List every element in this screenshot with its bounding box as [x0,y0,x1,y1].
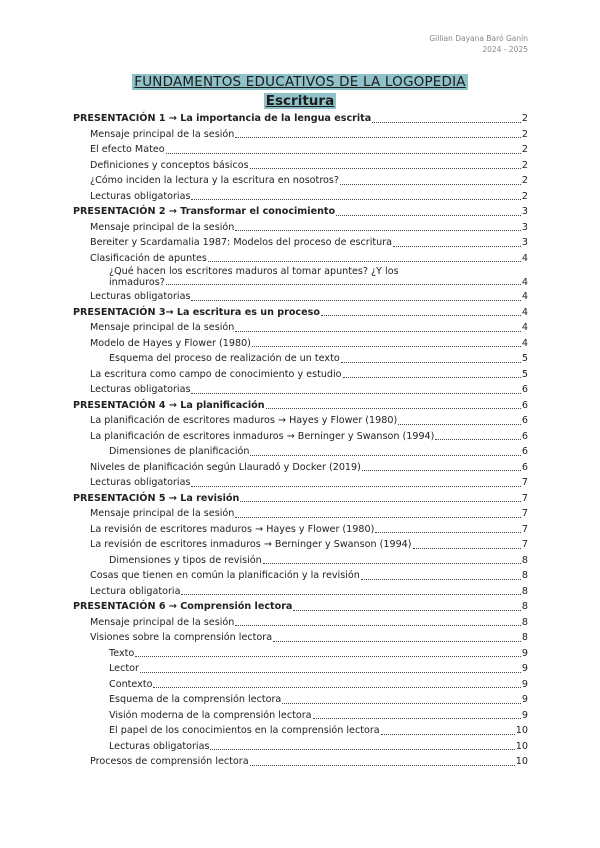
toc-entry-text: Cosas que tienen en común la planificación y la revisión [90,570,360,581]
toc-page-number: 6 [521,384,528,395]
dot-leader [240,501,521,502]
toc-page-number: 4 [521,306,528,318]
toc-entry[interactable] [73,320,528,336]
toc-entry-text: Lector [109,663,139,674]
toc-entry[interactable] [73,413,528,429]
toc-page-number: 8 [521,632,528,643]
toc-entry-text: El papel de los conocimientos en la comprensión lectora [109,725,380,736]
toc-entry-text: Bereiter y Scardamalia 1987: Modelos del proceso de escritura [90,237,393,248]
toc-entry-text: Niveles de planificación según Llauradó y Docker (2019) [90,461,361,473]
dot-leader [235,137,521,138]
toc-page-number: 2 [521,144,528,155]
toc-entry[interactable] [73,677,528,693]
toc-entry[interactable] [73,522,528,538]
toc-page-number: 8 [521,585,528,597]
toc-entry-text: La revisión de escritores maduros → Hayes y Flower (1980) [90,523,375,535]
toc-page-number: 8 [521,616,528,628]
toc-entry[interactable] [73,127,528,143]
title-main: FUNDAMENTOS EDUCATIVOS DE LA LOGOPEDIA [134,74,466,90]
toc-page-number: 7 [521,539,528,550]
toc-entry-text: Mensaje principal de la sesión [90,128,235,140]
dot-leader [381,734,515,735]
toc-page-number: 10 [515,740,528,752]
dot-leader [166,153,521,154]
toc-entry[interactable] [73,692,528,708]
toc-entry-text: El efecto Mateo [90,144,165,155]
dot-leader [153,687,520,688]
toc-page-number: 10 [515,756,528,767]
toc-page-number: 6 [521,446,528,457]
toc-entry-text: La revisión de escritores inmaduros → Berninger y Swanson (1994) [90,539,412,550]
dot-leader [235,230,521,231]
toc-section-heading[interactable] [73,491,528,507]
dot-leader [361,579,521,580]
toc-entry-text: PRESENTACIÓN 3→ La escritura es un proceso [73,306,320,318]
toc-page-number: 3 [521,221,528,233]
toc-entry[interactable] [73,142,528,158]
toc-entry[interactable] [73,537,528,553]
toc-page-number: 4 [521,277,528,288]
toc-page-number: 5 [521,353,528,364]
toc-entry[interactable] [73,460,528,476]
toc-page-number: 9 [521,709,528,721]
dot-leader [135,656,521,657]
toc-entry[interactable] [73,506,528,522]
toc-page-number: 7 [521,477,528,488]
dot-leader [293,610,520,611]
toc-entry-text: Mensaje principal de la sesión [90,322,235,333]
toc-entry-text: La planificación de escritores maduros → Hayes y Flower (1980) [90,415,398,426]
toc-entry[interactable] [73,220,528,236]
document-header [429,33,528,55]
dot-leader [181,594,520,595]
toc-section-heading[interactable] [73,111,528,127]
dot-leader [398,424,521,425]
toc-entry-text: Modelo de Hayes y Flower (1980) [90,337,251,349]
author-name: Gillian Dayana Baró Ganín [429,34,528,43]
dot-leader [372,122,521,123]
toc-page-number: 5 [521,368,528,380]
toc-entry-text: Visión moderna de la comprensión lectora [109,709,312,721]
dot-leader [393,246,521,247]
toc-page-number: 8 [521,554,528,566]
toc-page-number: 6 [521,461,528,473]
toc-entry-text: Lecturas obligatorias [90,384,191,395]
toc-entry[interactable] [73,173,528,189]
toc-page-number: 4 [521,291,528,302]
toc-entry[interactable] [73,251,528,267]
toc-entry[interactable] [73,351,528,367]
dot-leader [250,455,520,456]
toc-entry-text: PRESENTACIÓN 6 → Comprensión lectora [73,601,293,612]
toc-entry-text: Procesos de comprensión lectora [90,756,249,767]
toc-page-number: 9 [521,647,528,659]
toc-entry-text: Contexto [109,678,153,690]
toc-entry-text: PRESENTACIÓN 4 → La planificación [73,399,265,411]
toc-entry-text: Lecturas obligatorias [90,190,191,202]
toc-page-number: 9 [521,694,528,705]
toc-entry-text-continued: inmaduros? [109,277,165,288]
toc-entry-text: La escritura como campo de conocimiento y estudio [90,368,342,380]
toc-entry-text: Visiones sobre la comprensión lectora [90,632,273,643]
toc-entry-text: Dimensiones de planificación [109,446,250,457]
toc-page-number: 2 [521,190,528,202]
dot-leader [340,184,521,185]
dot-leader [235,331,521,332]
dot-leader [208,261,521,262]
toc-page-number: 6 [521,399,528,411]
toc-page-number: 4 [521,252,528,264]
toc-entry-text: Clasificación de apuntes [90,252,207,264]
toc-entry[interactable] [73,568,528,584]
toc-entry-text: Mensaje principal de la sesión [90,616,235,628]
dot-leader [250,765,515,766]
dot-leader [362,470,521,471]
toc-entry-text: Lectura obligatoria [90,585,181,597]
toc-entry-text: Lecturas obligatorias [90,291,191,302]
toc-entry-text: PRESENTACIÓN 1 → La importancia de la lengua escrita [73,113,372,124]
dot-leader [313,718,521,719]
toc-section-heading[interactable] [73,398,528,414]
toc-page-number: 3 [521,237,528,248]
toc-entry-text: PRESENTACIÓN 2 → Transformar el conocimiento [73,206,336,217]
toc-page-number: 4 [521,337,528,349]
toc-entry-text: Lecturas obligatorias [109,740,210,752]
toc-page-number: 10 [515,725,528,736]
toc-section-heading[interactable] [73,204,528,220]
toc-page-number: 4 [521,322,528,333]
dot-leader [210,749,514,750]
toc-entry-text: Esquema del proceso de realización de un texto [109,353,340,364]
toc-entry[interactable] [73,661,528,677]
toc-entry[interactable] [73,158,528,174]
dot-leader [250,168,521,169]
dot-leader [435,439,520,440]
toc-entry-text: Definiciones y conceptos básicos [90,159,249,171]
toc-entry-text: ¿Cómo inciden la lectura y la escritura en nosotros? [90,175,340,186]
toc-entry[interactable] [73,615,528,631]
toc-entry-text: PRESENTACIÓN 5 → La revisión [73,492,240,504]
toc-entry[interactable] [73,289,528,305]
toc-page-number: 2 [521,175,528,186]
toc-page-number: 8 [521,601,528,612]
table-of-contents [73,111,528,770]
toc-entry[interactable] [73,189,528,205]
toc-page-number: 8 [521,570,528,581]
dot-leader [191,486,520,487]
toc-entry[interactable] [73,475,528,491]
toc-page-number: 2 [521,113,528,124]
toc-entry[interactable] [73,382,528,398]
toc-page-number: 9 [521,663,528,674]
toc-entry[interactable] [73,553,528,569]
dot-leader [266,408,521,409]
toc-page-number: 9 [521,678,528,690]
dot-leader [191,300,520,301]
toc-page-number: 7 [521,492,528,504]
dot-leader [273,641,521,642]
toc-page-number: 7 [521,523,528,535]
dot-leader [341,362,521,363]
toc-entry-text: Lecturas obligatorias [90,477,191,488]
toc-entry[interactable] [73,723,528,739]
title-subtitle: Escritura [265,93,335,109]
toc-entry-text: Esquema de la comprensión lectora [109,694,282,705]
academic-year: 2024 - 2025 [482,45,528,54]
toc-page-number: 7 [521,508,528,519]
toc-page-number: 2 [521,128,528,140]
toc-entry[interactable] [73,367,528,383]
dot-leader [375,532,521,533]
toc-entry[interactable] [73,739,528,755]
toc-entry[interactable] [73,646,528,662]
toc-entry-text: Mensaje principal de la sesión [90,221,235,233]
dot-leader [252,346,521,347]
toc-entry[interactable] [73,444,528,460]
dot-leader [140,672,521,673]
toc-section-heading[interactable] [73,599,528,615]
document-title [0,71,600,109]
toc-entry[interactable] [73,584,528,600]
dot-leader [336,215,521,216]
toc-page-number: 6 [521,415,528,426]
toc-section-heading[interactable] [73,305,528,321]
toc-entry[interactable] [73,266,528,289]
toc-entry-text: Texto [109,647,135,659]
toc-entry[interactable] [73,708,528,724]
toc-entry-text: Mensaje principal de la sesión [90,508,235,519]
dot-leader [166,284,521,285]
dot-leader [413,548,521,549]
toc-entry[interactable] [73,630,528,646]
dot-leader [343,377,521,378]
toc-entry[interactable] [73,336,528,352]
toc-entry-text: ¿Qué hacen los escritores maduros al tomar apuntes? ¿Y los [109,266,399,277]
dot-leader [235,517,521,518]
toc-page-number: 6 [521,430,528,442]
dot-leader [263,563,521,564]
toc-entry[interactable] [73,235,528,251]
toc-entry[interactable] [73,429,528,445]
toc-entry-text: Dimensiones y tipos de revisión [109,554,262,566]
dot-leader [321,315,521,316]
toc-page-number: 3 [521,206,528,217]
dot-leader [191,199,520,200]
toc-page-number: 2 [521,159,528,171]
toc-entry[interactable] [73,754,528,770]
dot-leader [235,625,521,626]
dot-leader [282,703,521,704]
toc-entry-text: La planificación de escritores inmaduros → Berninger y Swanson (1994) [90,430,435,442]
dot-leader [191,393,520,394]
